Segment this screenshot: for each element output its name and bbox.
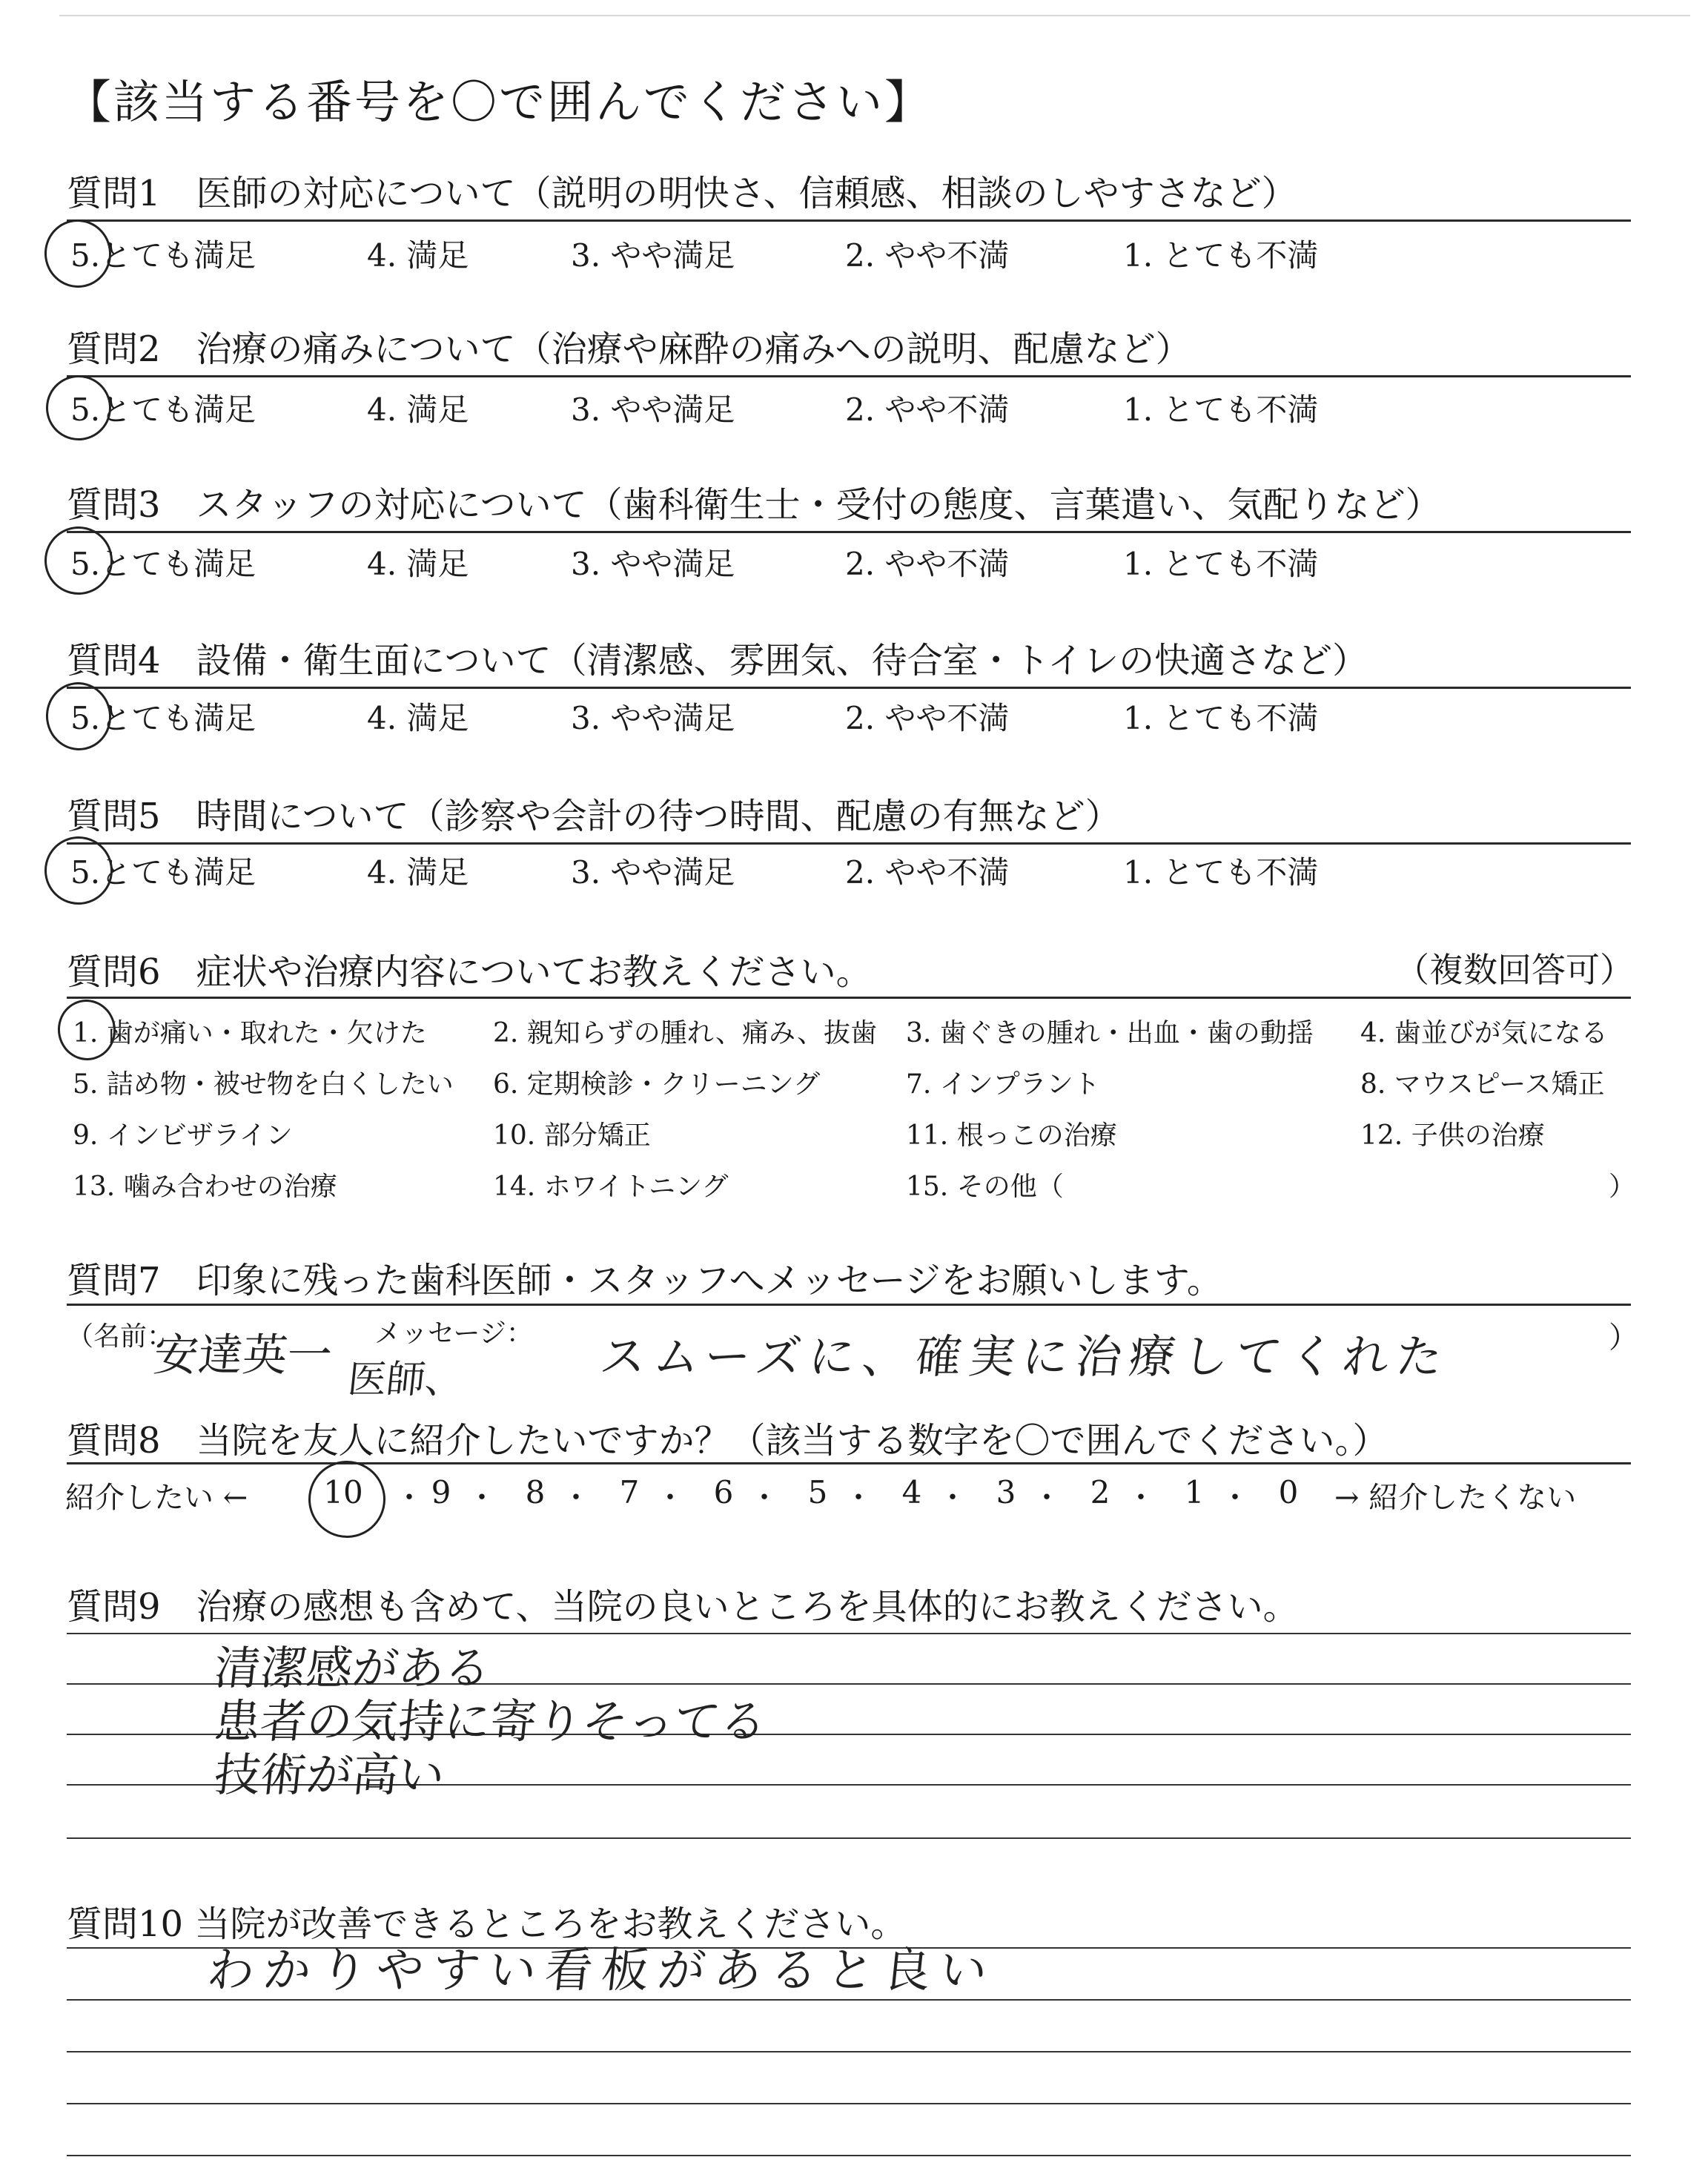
q3-option-5[interactable]: 5.とても満足 xyxy=(70,546,256,582)
q6-selection-circle xyxy=(54,996,120,1064)
q6-option-6[interactable]: 6. 定期検診・クリーニング xyxy=(493,1069,821,1100)
q10-answer-line xyxy=(67,2103,1631,2104)
q2-option-1[interactable]: 1. とても不満 xyxy=(1123,392,1319,428)
q6-option-15[interactable]: 15. その他（ xyxy=(906,1172,1064,1202)
q8-scale-dot: ・ xyxy=(749,1481,779,1515)
question-2-rule xyxy=(67,375,1631,377)
question-1-title: 質問1 医師の対応について（説明の明快さ、信頼感、相談のしやすさなど） xyxy=(67,173,1297,214)
q4-option-1[interactable]: 1. とても不満 xyxy=(1123,700,1319,736)
question-3-title: 質問3 スタッフの対応について（歯科衛生士・受付の態度、言葉遣い、気配りなど） xyxy=(67,484,1441,526)
q8-scale-dot: ・ xyxy=(394,1481,424,1515)
q6-option-12[interactable]: 12. 子供の治療 xyxy=(1360,1120,1545,1151)
q6-option-3[interactable]: 3. 歯ぐきの腫れ・出血・歯の動揺 xyxy=(906,1018,1314,1048)
question-5-title: 質問5 時間について（診察や会計の待つ時間、配慮の有無など） xyxy=(67,796,1121,837)
question-5-rule xyxy=(67,842,1631,845)
q8-scale-2[interactable]: 2 xyxy=(1090,1474,1110,1510)
q1-option-2[interactable]: 2. やや不満 xyxy=(845,237,1010,274)
q8-scale-6[interactable]: 6 xyxy=(713,1474,734,1510)
q6-other-close-paren: ） xyxy=(1609,1172,1636,1202)
q5-option-4[interactable]: 4. 満足 xyxy=(367,854,469,891)
q9-answer-2: 患者の気持に寄りそってる xyxy=(211,1694,769,1748)
question-8-title: 質問8 当院を友人に紹介したいですか？（該当する数字を〇で囲んでください。） xyxy=(67,1420,1388,1462)
question-8-rule xyxy=(67,1462,1631,1464)
q3-option-4[interactable]: 4. 満足 xyxy=(367,546,469,582)
question-3-rule xyxy=(67,531,1631,533)
q7-name-label: （名前： xyxy=(67,1321,174,1352)
q6-option-4[interactable]: 4. 歯並びが気になる xyxy=(1360,1018,1608,1048)
q7-close-paren: ） xyxy=(1609,1321,1638,1355)
question-10-title: 質問10 当院が改善できるところをお教えください。 xyxy=(67,1903,907,1945)
q8-scale-1[interactable]: 1 xyxy=(1184,1474,1205,1510)
q9-answer-1: 清潔感がある xyxy=(211,1641,494,1695)
q8-selection-circle xyxy=(303,1456,390,1542)
q6-option-5[interactable]: 5. 詰め物・被せ物を白くしたい xyxy=(73,1069,454,1100)
q4-selection-circle xyxy=(42,678,116,754)
question-7-title: 質問7 印象に残った歯科医師・スタッフへメッセージをお願いします。 xyxy=(67,1260,1222,1301)
q4-option-3[interactable]: 3. やや満足 xyxy=(571,700,735,736)
page-top-rule xyxy=(59,15,1690,16)
q3-option-3[interactable]: 3. やや満足 xyxy=(571,546,735,582)
q4-option-2[interactable]: 2. やや不満 xyxy=(845,700,1010,736)
question-2-title: 質問2 治療の痛みについて（治療や麻酔の痛みへの説明、配慮など） xyxy=(67,328,1191,370)
question-4-rule xyxy=(67,687,1631,689)
q1-option-3[interactable]: 3. やや満足 xyxy=(571,237,735,274)
q9-answer-3: 技術が高い xyxy=(211,1748,448,1802)
q8-scale-dot: ・ xyxy=(467,1481,497,1515)
question-6-title: 質問6 症状や治療内容についてお教えください。 xyxy=(67,951,872,993)
question-9-title: 質問9 治療の感想も含めて、当院の良いところを具体的にお教えください。 xyxy=(67,1586,1299,1628)
page-title: 【該当する番号を〇で囲んでください】 xyxy=(65,75,933,129)
q10-answer-1: わかりやすい看板があると良い xyxy=(204,1943,999,1998)
q6-option-8[interactable]: 8. マウスピース矯正 xyxy=(1360,1069,1605,1100)
q6-option-7[interactable]: 7. インプラント xyxy=(906,1069,1100,1100)
q10-answer-line xyxy=(67,2051,1631,2052)
q2-option-3[interactable]: 3. やや満足 xyxy=(571,392,735,428)
q7-message-handwriting-1: 医師、 xyxy=(345,1358,466,1402)
q8-scale-dot: ・ xyxy=(561,1481,591,1515)
q9-answer-line xyxy=(67,1837,1631,1839)
q8-scale-dot: ・ xyxy=(655,1481,685,1515)
q6-option-2[interactable]: 2. 親知らずの腫れ、痛み、抜歯 xyxy=(493,1018,878,1048)
q8-scale-dot: ・ xyxy=(938,1481,967,1515)
q2-option-4[interactable]: 4. 満足 xyxy=(367,392,469,428)
q7-message-label: メッセージ： xyxy=(374,1318,533,1349)
q8-scale-5[interactable]: 5 xyxy=(807,1474,828,1510)
question-1-rule xyxy=(67,219,1631,222)
q8-scale-dot: ・ xyxy=(1126,1481,1156,1515)
q1-option-1[interactable]: 1. とても不満 xyxy=(1123,237,1319,274)
q6-option-1[interactable]: 1. 歯が痛い・取れた・欠けた xyxy=(73,1018,427,1048)
q8-scale-3[interactable]: 3 xyxy=(996,1474,1016,1510)
q5-option-5[interactable]: 5.とても満足 xyxy=(70,854,256,891)
q3-selection-circle xyxy=(40,522,117,599)
q8-scale-8[interactable]: 8 xyxy=(525,1474,546,1510)
question-4-title: 質問4 設備・衛生面について（清潔感、雰囲気、待合室・トイレの快適さなど） xyxy=(67,640,1368,681)
q8-scale-10[interactable]: 10 xyxy=(323,1474,363,1510)
question-6-rule xyxy=(67,997,1631,999)
q8-right-label: → 紹介したくない xyxy=(1334,1481,1577,1515)
q8-scale-7[interactable]: 7 xyxy=(619,1474,640,1510)
q2-option-5[interactable]: 5.とても満足 xyxy=(70,392,256,428)
q3-option-2[interactable]: 2. やや不満 xyxy=(845,546,1010,582)
q1-selection-circle xyxy=(40,215,116,292)
q1-option-5[interactable]: 5.とても満足 xyxy=(70,237,256,274)
q10-answer-line xyxy=(67,2155,1631,2156)
q6-option-9[interactable]: 9. インビザライン xyxy=(73,1120,293,1151)
q8-scale-dot: ・ xyxy=(1220,1481,1250,1515)
q2-option-2[interactable]: 2. やや不満 xyxy=(845,392,1010,428)
q7-message-handwriting-2: スムーズに、確実に治療してくれた xyxy=(597,1330,1453,1384)
question-6-note: （複数回答可） xyxy=(1395,950,1634,990)
q4-option-5[interactable]: 5.とても満足 xyxy=(70,700,256,736)
q1-option-4[interactable]: 4. 満足 xyxy=(367,237,469,274)
q6-option-14[interactable]: 14. ホワイトニング xyxy=(493,1172,729,1202)
q6-option-10[interactable]: 10. 部分矯正 xyxy=(493,1120,651,1151)
q7-name-handwriting: 安達英一 xyxy=(150,1330,335,1381)
q4-option-4[interactable]: 4. 満足 xyxy=(367,700,469,736)
q8-scale-4[interactable]: 4 xyxy=(901,1474,922,1510)
q3-option-1[interactable]: 1. とても不満 xyxy=(1123,546,1319,582)
question-7-rule xyxy=(67,1304,1631,1306)
q5-option-2[interactable]: 2. やや不満 xyxy=(845,854,1010,891)
q5-option-3[interactable]: 3. やや満足 xyxy=(571,854,735,891)
q8-left-label: 紹介したい ← xyxy=(65,1481,248,1515)
q8-scale-dot: ・ xyxy=(1032,1481,1062,1515)
q8-scale-0[interactable]: 0 xyxy=(1278,1474,1299,1510)
q6-option-13[interactable]: 13. 噛み合わせの治療 xyxy=(73,1172,337,1202)
q6-option-11[interactable]: 11. 根っこの治療 xyxy=(906,1120,1117,1151)
q8-scale-9[interactable]: 9 xyxy=(431,1474,451,1510)
q2-selection-circle xyxy=(42,371,115,444)
q5-option-1[interactable]: 1. とても不満 xyxy=(1123,854,1319,891)
q8-scale-dot: ・ xyxy=(844,1481,873,1515)
